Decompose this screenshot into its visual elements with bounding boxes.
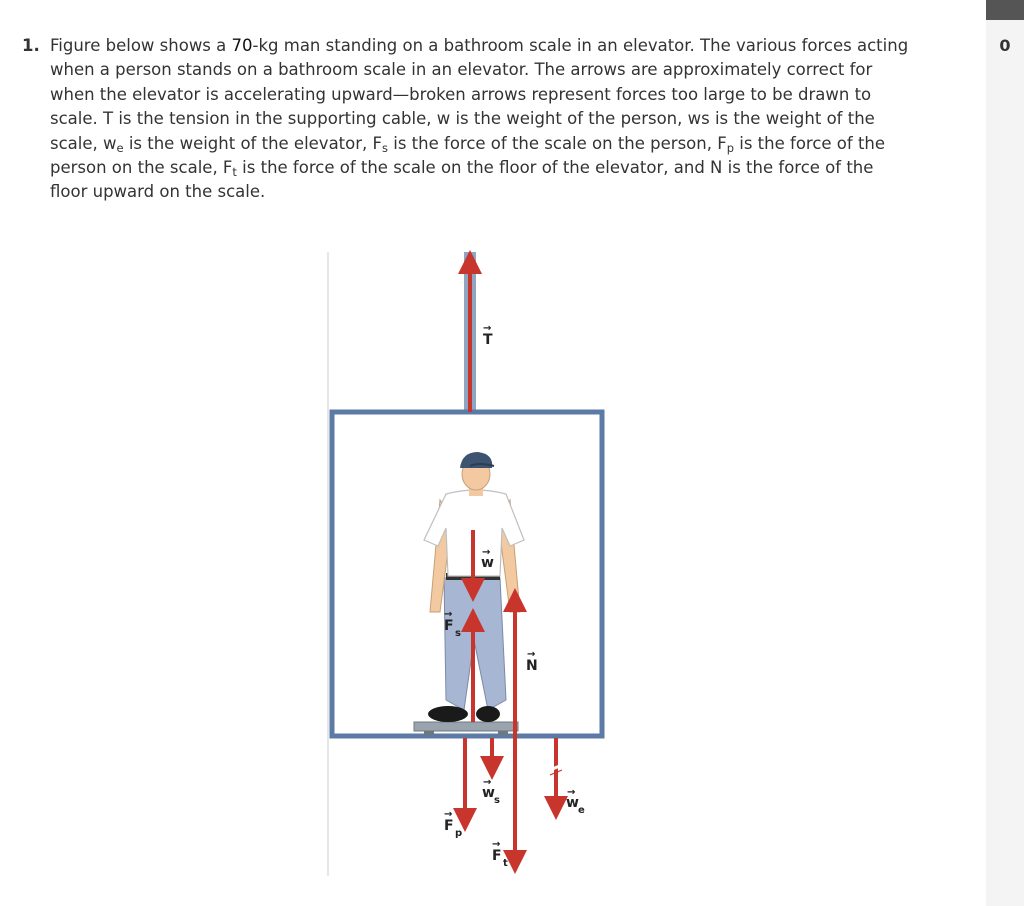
label-we: w [566,795,579,811]
svg-text:→: → [483,777,492,788]
question-text-part: -kg man standing on a bathroom scale in an elevator. The various forces acting when a person stands on a bathroom scale in an elevator. The arrows are approximately correct for when the elevator is accelerating upward—broken arrows represent forces too large to be drawn to scale. T is the tension in the supporting cable, w is the weight of the person, ws is the weight of the scale, w [50,36,909,153]
label-Ft: F [492,848,502,864]
subscript-p: p [726,140,735,155]
label-Fs-sub: s [455,628,461,639]
question-number: 1. [22,36,40,55]
subscript-s: s [382,140,389,155]
label-ws: w [482,785,495,801]
question-text-part: is the force of the person on the scale, F [50,133,886,178]
label-Fs: F [444,618,454,634]
label-N: N [526,658,538,674]
svg-text:→: → [527,649,536,660]
mass-value: 70 [231,36,253,55]
svg-text:→: → [482,547,491,558]
subscript-e: e [116,140,124,155]
subscript-t: t [232,165,237,180]
label-T: T [483,332,493,348]
label-ws-sub: s [494,795,500,806]
question-text-part: is the force of the scale on the person, F [388,133,727,153]
label-Fp-sub: p [455,828,463,839]
question-text-part: is the weight of the elevator, F [123,133,383,153]
label-Ft-sub: t [503,858,508,869]
label-Fp: F [444,818,454,834]
svg-text:→: → [567,787,576,798]
svg-text:→: → [444,809,453,820]
score-value: 0 [999,36,1011,55]
question-text-part: is the force of the scale on the floor of the elevator, and N is the force of the floor upward on the scale. [50,158,874,202]
svg-text:→: → [444,609,453,620]
svg-text:→: → [483,323,492,334]
question-text-part: Figure below shows a [50,36,232,55]
bathroom-scale [414,722,518,731]
svg-text:→: → [492,839,501,850]
label-we-sub: e [578,805,585,816]
label-w: w [481,555,494,571]
